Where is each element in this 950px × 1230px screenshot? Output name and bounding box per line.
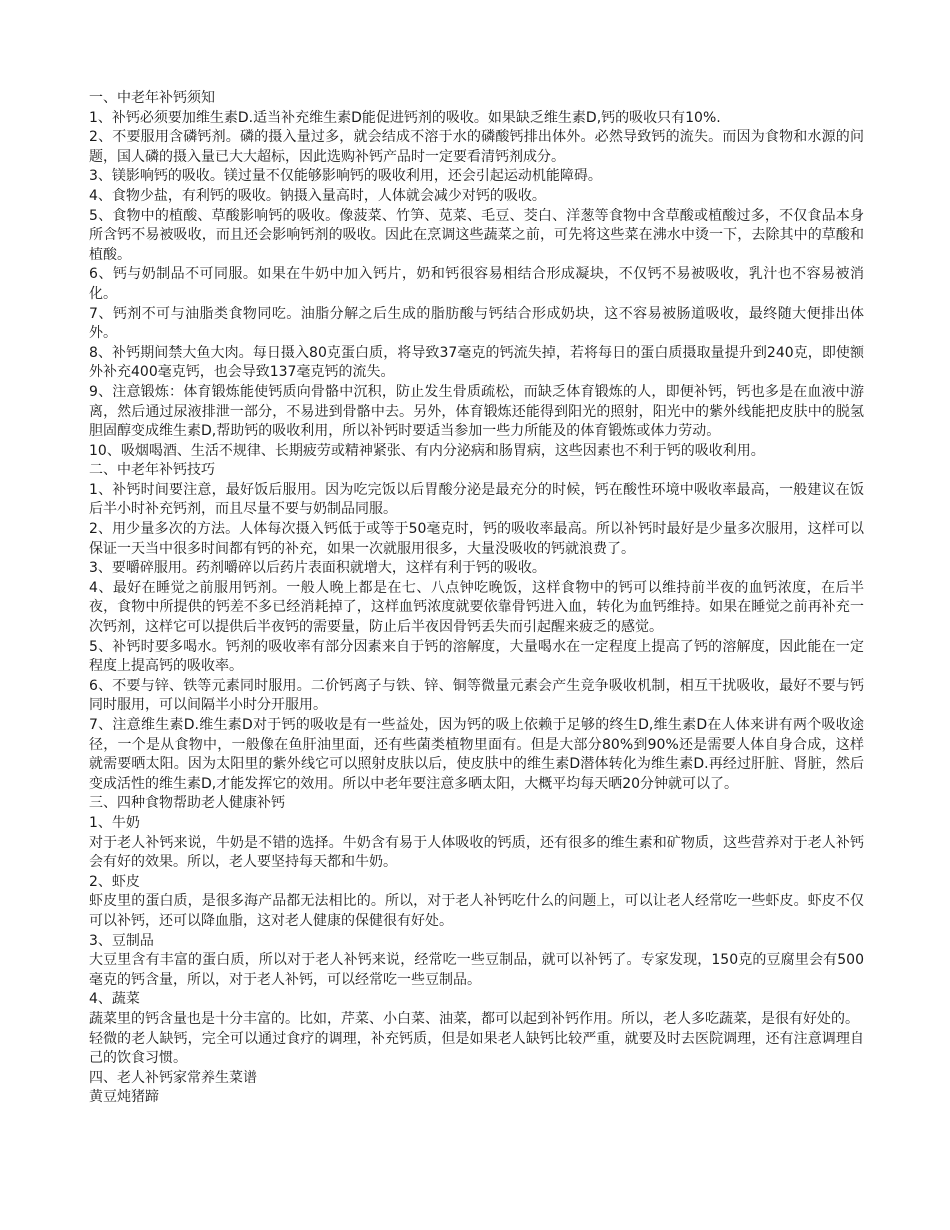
section-2-item-2: 2、用少量多次的方法。人体每次摄入钙低于或等于50毫克时，钙的吸收率最高。所以补钙时最好是少量多次服用，这样可以保证一天当中很多时间都有钙的补充，如果一次就服用很多，大量没吸收的钙就浪费了。 (89, 521, 864, 557)
section-2-item-3: 3、要嚼碎服用。药剂嚼碎以后药片表面积就增大，这样有利于钙的吸收。 (89, 560, 546, 577)
section-2-item-5: 5、补钙时要多喝水。钙剂的吸收率有部分因素来自于钙的溶解度，大量喝水在一定程度上提高了钙的溶解度，因此能在一定程度上提高钙的吸收率。 (89, 638, 864, 675)
section-2-item-6: 6、不要与锌、铁等元素同时服用。二价钙离子与铁、锌、铜等微量元素会产生竞争吸收机制，相互干扰吸收，最好不要与钙同时服用，可以间隔半小时分开服用。 (89, 677, 864, 714)
section-1-heading: 一、中老年补钙须知 (89, 90, 215, 106)
section-2-item-7: 7、注意维生素D.维生素D对于钙的吸收是有一些益处，因为钙的吸上依赖于足够的终生D,维生素D在人体来讲有两个吸收途径，一个是从食物中，一般像在鱼肝油里面，还有些菌类植物里面有。但是大部分80%到90%还是需要人体自身合成，这样就需要晒太阳。因为太阳里的紫外线它可以照射皮肤以后，使皮肤中的维生素D潜体转化为维生素D.再经过肝脏、肾脏，然后变成活性的维生素D,才能发挥它的效用。所以中老年要注意多晒太阳，大概平均每天晒20分钟就可以了。 (89, 717, 864, 792)
section-1-item-2: 2、不要服用含磷钙剂。磷的摄入量过多，就会结成不溶于水的磷酸钙排出体外。必然导致钙的流失。而因为食物和水源的问题，国人磷的摄入量已大大超标，因此选购补钙产品时一定要看清钙剂成分。 (89, 129, 864, 165)
section-4-heading: 四、老人补钙家常养生菜谱 (89, 1069, 257, 1086)
section-1-item-5: 5、食物中的植酸、草酸影响钙的吸收。像菠菜、竹笋、苋菜、毛豆、茭白、洋葱等食物中含草酸或植酸过多，不仅食品本身所含钙不易被吸收，而且还会影响钙剂的吸收。因此在烹调这些蔬菜之前，可先将这些菜在沸水中烫一下，去除其中的草酸和植酸。 (89, 207, 864, 263)
section-2-item-1: 1、补钙时间要注意，最好饭后服用。因为吃完饭以后胃酸分泌是最充分的时候，钙在酸性环境中吸收率最高，一般建议在饭后半小时补充钙剂，而且尽量不要与奶制品同服。 (89, 481, 864, 518)
section-3-heading: 三、四种食物帮助老人健康补钙 (89, 795, 285, 812)
section-1-item-8: 8、补钙期间禁大鱼大肉。每日摄入80克蛋白质，将导致37毫克的钙流失掉，若将每日的蛋白质摄取量提升到240克，即使额外补充400毫克钙，也会导致137毫克钙的流失。 (89, 344, 864, 381)
food-title-shrimp-skin: 2、虾皮 (89, 873, 140, 890)
section-1-item-7: 7、钙剂不可与油脂类食物同吃。油脂分解之后生成的脂肪酸与钙结合形成奶块，这不容易被肠道吸收，最终随大便排出体外。 (89, 305, 864, 342)
food-body-milk: 对于老人补钙来说，牛奶是不错的选择。牛奶含有易于人体吸收的钙质，还有很多的维生素和矿物质，这些营养对于老人补钙会有好的效果。所以，老人要坚持每天都和牛奶。 (89, 834, 864, 871)
food-body-vegetables: 蔬菜里的钙含量也是十分丰富的。比如，芹菜、小白菜、油菜，都可以起到补钙作用。所以，老人多吃蔬菜，是很有好处的。 (89, 1010, 859, 1027)
section-1-item-6: 6、钙与奶制品不可同服。如果在牛奶中加入钙片，奶和钙很容易相结合形成凝块，不仅钙不易被吸收，乳汁也不容易被消化。 (89, 266, 864, 302)
recipe-title: 黄豆炖猪蹄 (89, 1089, 159, 1106)
document-body (89, 89, 864, 1108)
section-1-item-9: 9、注意锻炼：体育锻炼能使钙质向骨骼中沉积，防止发生骨质疏松，而缺乏体育锻炼的人，即便补钙，钙也多是在血液中游离，然后通过尿液排泄一部分，不易进到骨骼中去。另外，体育锻炼还能得到阳光的照射，阳光中的紫外线能把皮肤中的脱氢胆固醇变成维生素D,帮助钙的吸收利用，所以补钙时要适当参加一些力所能及的体育锻炼或体力劳动。 (89, 383, 864, 440)
food-title-milk: 1、牛奶 (89, 814, 140, 831)
section-1-item-1: 1、补钙必须要加维生素D.适当补充维生素D能促进钙剂的吸收。如果缺乏维生素D,钙的吸收只有10%. (89, 109, 721, 126)
food-title-soy-products: 3、豆制品 (89, 932, 154, 949)
section-3-closing: 轻微的老人缺钙，完全可以通过食疗的调理，补充钙质，但是如果老人缺钙比较严重，就要及时去医院调理，还有注意调理自己的饮食习惯。 (89, 1030, 864, 1067)
section-2-heading: 二、中老年补钙技巧 (89, 462, 215, 479)
food-body-soy-products: 大豆里含有丰富的蛋白质，所以对于老人补钙来说，经常吃一些豆制品，就可以补钙了。专家发现，150克的豆腐里会有500毫克的钙含量，所以，对于老人补钙，可以经常吃一些豆制品。 (89, 952, 864, 988)
section-2-item-4: 4、最好在睡觉之前服用钙剂。一般人晚上都是在七、八点钟吃晚饭，这样食物中的钙可以维持前半夜的血钙浓度，在后半夜，食物中所提供的钙差不多已经消耗掉了，这样血钙浓度就要依靠骨钙进入血，转化为血钙维持。如果在睡觉之前再补充一次钙剂，这样它可以提供后半夜钙的需要量，防止后半夜因骨钙丢失而引起醒来疲乏的感觉。 (89, 579, 864, 636)
food-body-shrimp-skin: 虾皮里的蛋白质，是很多海产品都无法相比的。所以，对于老人补钙吃什么的问题上，可以让老人经常吃一些虾皮。虾皮不仅可以补钙，还可以降血脂，这对老人健康的保健很有好处。 (89, 893, 864, 929)
section-1-item-4: 4、食物少盐，有利钙的吸收。钠摄入量高时，人体就会减少对钙的吸收。 (89, 187, 546, 204)
food-title-vegetables: 4、蔬菜 (89, 991, 140, 1008)
section-1-item-10: 10、吸烟喝酒、生活不规律、长期疲劳或精神紧张、有内分泌病和肠胃病，这些因素也不利于钙的吸收利用。 (89, 442, 765, 459)
section-1-item-3: 3、镁影响钙的吸收。镁过量不仅能够影响钙的吸收利用，还会引起运动机能障碍。 (89, 168, 602, 185)
